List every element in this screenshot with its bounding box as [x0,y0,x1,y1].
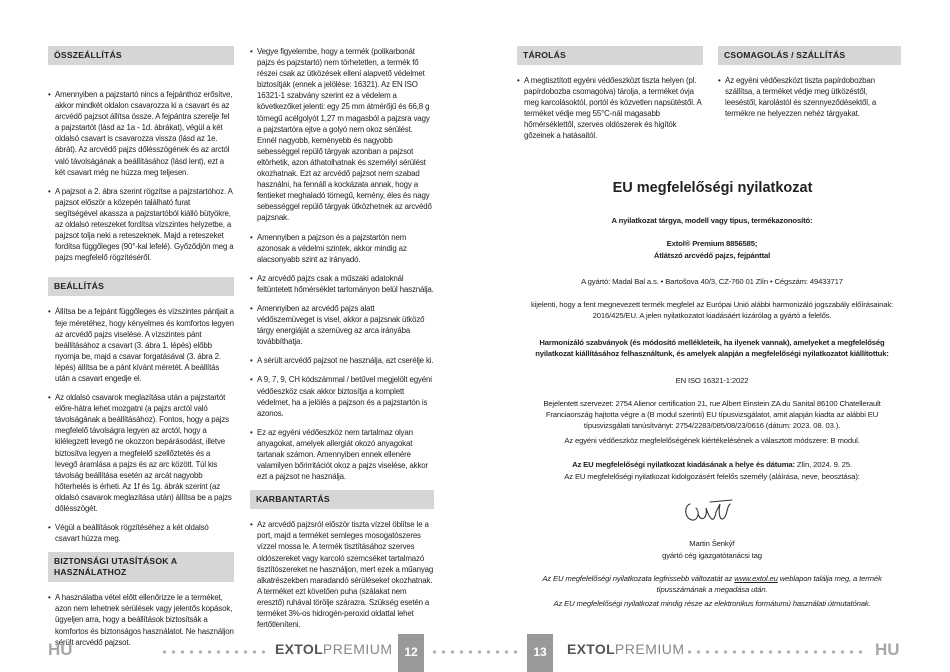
notified-body: Bejelentett szervezet: 2754 Alienor certification 21, rue Albert Einstein ZA du Sanital 86100 Chatellerault Franciaország hajtotta végre a (B modul szerinti) EU típusvizsgálatot, amit alapján kiadta az alábbi EU típusvizsgálati tanúsítványt: 2754/2283/085/08/23/0616 (dátum: 2023. 08. 03.). [543,399,881,430]
safety-bullet: • Amennyiben az arcvédő pajzs alatt védőszemüveget is visel, akkor a pajzsnak ütköző tárgy energiáját a szemüveg az arca irányába továbbíthatja. [250,303,434,347]
web-link[interactable]: www.extol.eu [734,574,778,583]
section-heading-storage: TÁROLÁS [517,46,703,65]
brand-bold: EXTOL [567,641,615,657]
standards-intro: Harmonizáló szabványok (és módosító mellékleteik, ha ilyenek vannak), amelyeket a megfelelőség nyilatkozat kiállításához felhasználtunk, és amelyek alapján a megfelelőségi nyilatkozatot kiállítottuk: [535,338,889,358]
declaration-title: EU megfelelőségi nyilatkozat [612,180,813,196]
responsible-person: Az EU megfelelőségi nyilatkozat kidolgozásért felelős személy (aláírása, neve, beosztása): [564,472,860,481]
page-number: 12 [398,634,424,672]
safety-bullet: • A sérült arcvédő pajzsot ne használja, azt cserélje ki. [250,355,434,366]
right-page [475,0,950,672]
storage-bullet: • A megtisztított egyéni védőeszközt tiszta helyen (pl. papírdobozba csomagolva) tárolja, a terméket óvja meg karcolásoktól, portól és közvetlen napsütéstől. A terméket védje meg 55°C-nál magasabb hőmérséklettől, szerves oldószerek és higítók gőzeinek a hatásaitól. [517,75,703,142]
left-footer [0,634,475,672]
assembly-bullet: • A pajzsot a 2. ábra szerint rögzítse a pajzstartóhoz. A pajzsot először a közepén található furat segítségével akassza a pajzstartóból kiálló bütyökre, az oldalsó reteszeket fordítsa vízszintes helyzetbe, a pajzsot tolja neki a reteszeknek. Majd a reteszeket fordítsa függőleges (90°-kal lefelé). Győződjön meg a pajzs megfelelő rögzítéséről. [48,186,234,264]
footer-dots [430,650,475,654]
safety-bullet: • Amennyiben a pajzson és a pajzstartón nem azonosak a védelmi szintek, akkor mindig az alacsonyabb szint az irányadó. [250,232,434,265]
footer-dots [475,650,523,654]
web-note-pre: Az EU megfelelőségi nyilatkozata legfrissebb változatát az [542,574,735,583]
brand-light: PREMIUM [614,641,685,657]
declaration-statement: kijelenti, hogy a fent megnevezett termék megfelel az Európai Unió alábbi harmonizáló jogszabály előírásainak: 2016/425/EU. A jelen nyilatkozatot kiadásáért kizárólag a gyártó a felelős. [530,300,894,320]
signature [680,494,740,530]
place-date [523,459,901,470]
adjustment-bullet: • Az oldalsó csavarok meglazítása után a pajzstartót előre-hátra lehet mozgatni (a pajzs arctól való távolságának a beállításához). Fontos, hogy a pajzs megfelelő távolságra legyen az arctól, hogy a kilélegzett levegő ne okozzon bepárásodást, illetve biztosítva legyen a megfelelő szellőztetés és a levegő áramlása a pajzs és az arc között. Túl kis távolság beállítása esetén az arcát nagyobb hőterhelés is érheti. Az 1f és 1g. ábrák szerint (az oldalsó csavarok meglazítása után) állítsa be a pajzs dőlésszögét. [48,392,234,514]
packaging-bullet: • Az egyéni védőeszközt tiszta papírdobozban szállítsa, a terméket védje meg ütközéstől, leeséstől, karolástól és szennyeződésektől, a termékre ne helyezzen nehéz tárgyakat. [718,75,901,119]
right-footer [475,634,950,672]
brand-logo [567,641,685,657]
language-code: HU [48,640,73,659]
safety-bullet: • A 9, 7, 9, CH kódszámmal / betűvel megjelölt egyéni védőeszköz csak akkor biztosítja a komplett védelmet, ha a jelölés a pajzson és a pajzstartón is azonos. [250,374,434,418]
safety-bullet: • Ez az egyéni védőeszköz nem tartalmaz olyan anyagokat, amelyek allergiát okozó anyagokat tartanak számon. Amennyiben ennek ellenére valamilyen bőrirritációt okoz a pajzs viselése, akkor ezt a pajzsot ne használja. [250,427,434,482]
signer-title: gyártó cég igazgatótanácsi tag [662,551,762,560]
packaging-column [718,46,901,127]
signer-name: Martin Šenkýř [689,539,735,548]
safety-bullet: • Az arcvédő pajzs csak a műszaki adatoknál feltüntetett hőmérséklet tartományon belül használja. [250,273,434,295]
web-note [523,573,901,595]
language-code: HU [875,640,900,659]
adjustment-bullet: • Végül a beállítások rögzítéséhez a két oldalsó csavart húzza meg. [48,522,234,544]
section-heading-packaging: CSOMAGOLÁS / SZÁLLÍTÁS [718,46,901,65]
assembly-bullet: • Amennyiben a pajzstartó nincs a fejpánthoz erősítve, akkor mindkét oldalon csavarozza ki a csavart és az arcvédő pajzsot állítsa össze. A fejpántra szerelje fel a pajzstartót (lásd az 1a - 1d. ábrákat), végül a két oldalsó csavart is csavarozza vissza (lásd az 1e. ábrát). Az arcvédő pajzs dőlésszögének és az arctól való távolságának a beállításához (lásd lent), ezt a két csavart még ne húzza meg teljesen. [48,89,234,178]
page-number: 13 [527,634,553,672]
safety-bullet: • Vegye figyelembe, hogy a termék (polikarbonát pajzs és pajzstartó) nem törhetetlen, a termék fő részei csak az ütközések ellení alapvető védelmet biztosítják (ennek a jelölése: 16321). Az EN ISO 16321-1 szabvány szerint ez a védelem a következőket jelenti: egy 25 mm átmérőjű és 66,8 g tömegű acélgolyót 1,27 m magasból a pajzsra vagy a pajzstartóra ejtve a golyó nem okoz sérülést. Ennél nagyobb, keményebb és nagyobb sebességgel repülő tárgyak azonban a pajzsot eltörhetik, azon áthatolhatnak és személyi sérülést okozhatnak. Ezt az arcvédő pajzsot nem szabad használni, ha fennáll a kockázata annak, hogy a fentieket meghaladó tömegű, kemény, éles és nagy sebességgel repülő tárgyak ütközhetnek az arcvédő pajzsnak. [250,46,434,224]
brand-bold: EXTOL [275,641,323,657]
section-heading-assembly: ÖSSZEÁLLÍTÁS [48,46,234,65]
safety-bullet: • A használatba vétel előtt ellenőrizze le a terméket, azon nem lehetnek sérülések vagy jelentős kopások, ügyeljen arra, hogy a beállítások biztosítsák a komfortos és biztonságos használatot. Ne használjon sérült arcvédő pajzsot. [48,592,234,647]
brand-logo [275,641,393,657]
section-heading-safety: BIZTONSÁGI UTASÍTÁSOK A HASZNÁLATHOZ [48,552,234,582]
place-date-label: Az EU megfelelőségi nyilatkozat kiadásának a helye és dátuma: [572,460,795,469]
format-note: Az EU megfelelőségi nyilatkozat mindig része az elektronikus formátumú használati útmutatónak. [553,599,871,608]
section-heading-maintenance: KARBANTARTÁS [250,490,434,509]
adjustment-bullet: • Állítsa be a fejpánt függőleges és vízszintes pántjait a feje méretéhez, hogy kényelmes és komfortos legyen az arcvédő pajzs viselése. A vízszintes pánt beállításához a csavart (3. ábra 1. lépés) előbb nyomja be, majd a csavar forgatásával (3. ábra 2. lépés) állítsa be a pánt kívánt méretét. A beállítás után a csavart engedje el. [48,306,234,384]
maintenance-bullet: • Az arcvédő pajzsról először tiszta vízzel öblítse le a port, majd a terméket semleges mosogatószeres vízzel mossa le. A termék tisztításához szerves oldószereket vagy karcoló szemcséket tartalmazó tisztítószereket ne használjon, mert ezek a műanyag alkatrészekben maradandó sérüléseket okozhatnak. A terméket ezt követően puha (szálakat nem eresztő) ruhával törölje szárazra. Szükség esetén a terméket 3%-os hidrogén-peroxid oldattal lehet fertőtleníteni. [250,519,434,630]
footer-dots [160,650,270,654]
footer-dots [685,650,865,654]
storage-column [517,46,703,150]
section-heading-adjustment: BEÁLLÍTÁS [48,277,234,296]
evaluation-method: Az egyéni védőeszköz megfelelőségének kiértékelésének a választott módszere: B modul. [564,436,860,445]
left-column-2 [250,46,434,638]
left-column-1 [48,46,234,656]
product-line-2: Átlátszó arcvédő pajzs, fejpánttal [653,251,771,260]
product-line-1: Extol® Premium 8856585; [666,239,758,248]
declaration-subject: A nyilatkozat tárgya, modell vagy típus, termékazonosító: [611,216,813,225]
web-note-post: weblapon találja meg, a termék típusszámának a megadása után. [656,574,882,594]
manufacturer: A gyártó: Madal Bal a.s. • Bartošova 40/3, CZ-760 01 Zlín • Cégszám: 49433717 [581,277,843,286]
standard: EN ISO 16321-1:2022 [675,376,749,385]
brand-light: PREMIUM [322,641,393,657]
place-date-value: Zlín, 2024. 9. 25. [794,460,852,469]
